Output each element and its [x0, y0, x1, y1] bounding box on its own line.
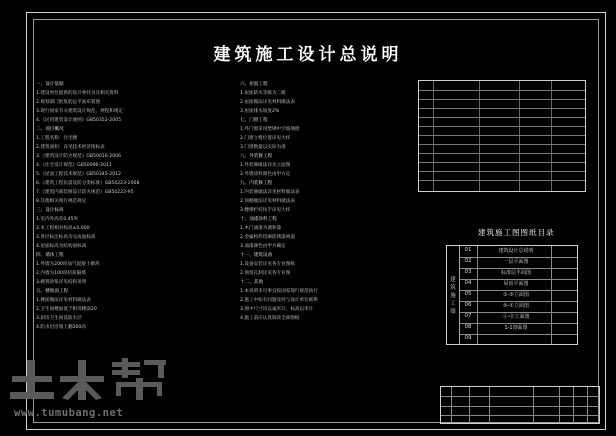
notes-line: 2.门窗立樘位置详见大样 [240, 136, 291, 141]
index-row-name: ⑤-①立面图 [503, 303, 529, 309]
index-row-name: 屋顶平面图 [503, 281, 529, 287]
index-row-number: 05 [464, 291, 472, 297]
notes-line: 1.外墙为200厚加气混凝土砌块 [36, 262, 100, 267]
notes-line: 1.外装修做法详见立面图 [240, 163, 291, 168]
notes-line: 8.其他相关现行规范规定 [36, 199, 87, 204]
index-row-number: 02 [464, 258, 472, 264]
notes-line: 1.室内外高差0.45米 [36, 217, 79, 222]
notes-line: 3.图中尺寸均以毫米计，标高以米计 [240, 307, 314, 312]
notes-section-heading: 四、墙体工程 [36, 253, 64, 258]
page-title: 建筑施工设计总说明 [213, 45, 403, 65]
index-row-name: Ⓐ-Ⓓ立面图 [502, 314, 530, 320]
index-row-number: 01 [464, 247, 472, 253]
notes-line: 2.屋面做法详见材料做法表 [240, 100, 295, 105]
notes-section-heading: 七、门窗工程 [240, 118, 268, 123]
tumubang-url: www.tumubang.net [14, 407, 124, 419]
index-row-number: 07 [464, 313, 472, 319]
notes-line: 2.规划部门批复的总平面布置图 [36, 100, 101, 105]
index-side-char: 建 [450, 277, 456, 283]
notes-line: 1.屋面防水等级为二级 [240, 91, 286, 96]
notes-line: 6.《建筑工程抗震设防分类标准》GB50223-2008 [36, 181, 140, 186]
notes-line: 4.《民用建筑设计通则》GB50352-2005 [36, 118, 121, 123]
notes-line: 1.本说明未尽事宜按国家现行规范执行 [240, 289, 318, 294]
notes-section-heading: 十一、建筑设备 [240, 253, 273, 258]
index-row-name: 一层平面图 [503, 259, 529, 265]
notes-line: 2.内墙为100厚轻质隔墙 [36, 271, 86, 276]
notes-line: 1.楼面做法详见材料做法表 [36, 298, 91, 303]
notes-section-heading: 六、屋面工程 [240, 82, 268, 87]
title-block [440, 386, 600, 424]
notes-line: 2.预留孔洞详见各专业图 [240, 271, 291, 276]
index-row-name: 1-1剖面图 [504, 325, 528, 331]
notes-line: 7.《建筑内部装修设计防火规范》GB50222-95 [36, 190, 134, 195]
notes-line: 2.施工中如有问题及时与设计单位联系 [240, 298, 318, 303]
index-side-char: 工 [450, 301, 456, 307]
drawing-index-title: 建筑施工图图纸目录 [478, 228, 555, 237]
notes-line: 2.顶棚做法详见材料做法表 [240, 199, 295, 204]
notes-line: 3.砌筑砂浆详见结构说明 [36, 280, 87, 285]
notes-line: 5.《屋面工程技术规范》GB50345-2012 [36, 172, 121, 177]
notes-line: 2.本工程相对标高±0.000 [36, 226, 90, 231]
tumubang-logo [8, 356, 173, 402]
notes-line: 3.门窗数量以实际为准 [240, 145, 286, 150]
notes-section-heading: 十、油漆涂料工程 [240, 217, 277, 222]
index-row-number: 03 [464, 269, 472, 275]
notes-line: 1.建设单位提供的设计委托书及相关资料 [36, 91, 119, 96]
index-side-char: 图 [450, 309, 456, 315]
index-row-name: ①-⑤立面图 [503, 292, 529, 298]
notes-line: 2.外墙涂料颜色由甲方定 [240, 172, 291, 177]
notes-line: 3.各层标注标高为完成面标高 [36, 235, 96, 240]
index-row-number: 09 [464, 335, 472, 341]
notes-line: 4.《住宅设计规范》GB50096-2011 [36, 163, 112, 168]
index-row-name: 建筑设计总说明 [498, 248, 534, 254]
notes-line: 1.内装修做法详见材料做法表 [240, 190, 300, 195]
notes-line: 3.屋面排水坡度2% [240, 109, 280, 114]
index-side-char: 筑 [450, 285, 456, 291]
index-row-name: 标准层平面图 [500, 270, 531, 276]
index-column-divider [551, 246, 552, 344]
notes-section-heading: 九、内装修工程 [240, 181, 273, 186]
notes-line: 3.现行国家有关建筑设计规范、规程和规定 [36, 109, 124, 114]
notes-line: 2.金属构件均刷防锈漆两道 [240, 235, 295, 240]
notes-line: 3.楼梯栏杆扶手详见大样 [240, 208, 291, 213]
notes-section-heading: 八、外装修工程 [240, 154, 273, 159]
notes-section-heading: 二、项目概况 [36, 127, 64, 132]
notes-line: 3.油漆颜色由甲方确定 [240, 244, 286, 249]
index-column-divider [477, 246, 478, 344]
notes-line: 2.建筑面积：详见技术经济指标表 [36, 145, 105, 150]
notes-line: 4.施工前应认真阅读全部图纸 [240, 316, 300, 321]
index-row-number: 06 [464, 302, 472, 308]
drawing-index-table [446, 245, 578, 345]
notes-section-heading: 三、设计标高 [36, 208, 64, 213]
notes-left-column [36, 80, 139, 332]
notes-line: 4.屋面标高为结构面标高 [36, 244, 87, 249]
index-row-number: 08 [464, 324, 472, 330]
index-row-number: 04 [464, 280, 472, 286]
notes-section-heading: 一、设计依据 [36, 82, 64, 87]
notes-line: 1.外门窗采用塑钢中空玻璃窗 [240, 127, 300, 132]
notes-section-heading: 五、楼地面工程 [36, 289, 69, 294]
notes-line: 1.木门油漆为调和漆 [240, 226, 282, 231]
notes-section-heading: 十二、其他 [240, 280, 263, 285]
notes-middle-column [240, 80, 318, 323]
notes-line: 1.工程名称：住宅楼 [36, 136, 78, 141]
notes-line: 3.《建筑设计防火规范》GB50016-2006 [36, 154, 121, 159]
notes-line: 1.设备安装详见各专业图纸 [240, 262, 295, 267]
notes-line: 2.卫生间楼面低于相邻楼面20 [36, 307, 97, 312]
notes-line: 3.厨房卫生间设防水层 [36, 316, 82, 321]
technical-index-table [418, 80, 586, 192]
notes-line: 4.防水层沿墙上翻300高 [36, 325, 86, 330]
index-side-char: 施 [450, 293, 456, 299]
